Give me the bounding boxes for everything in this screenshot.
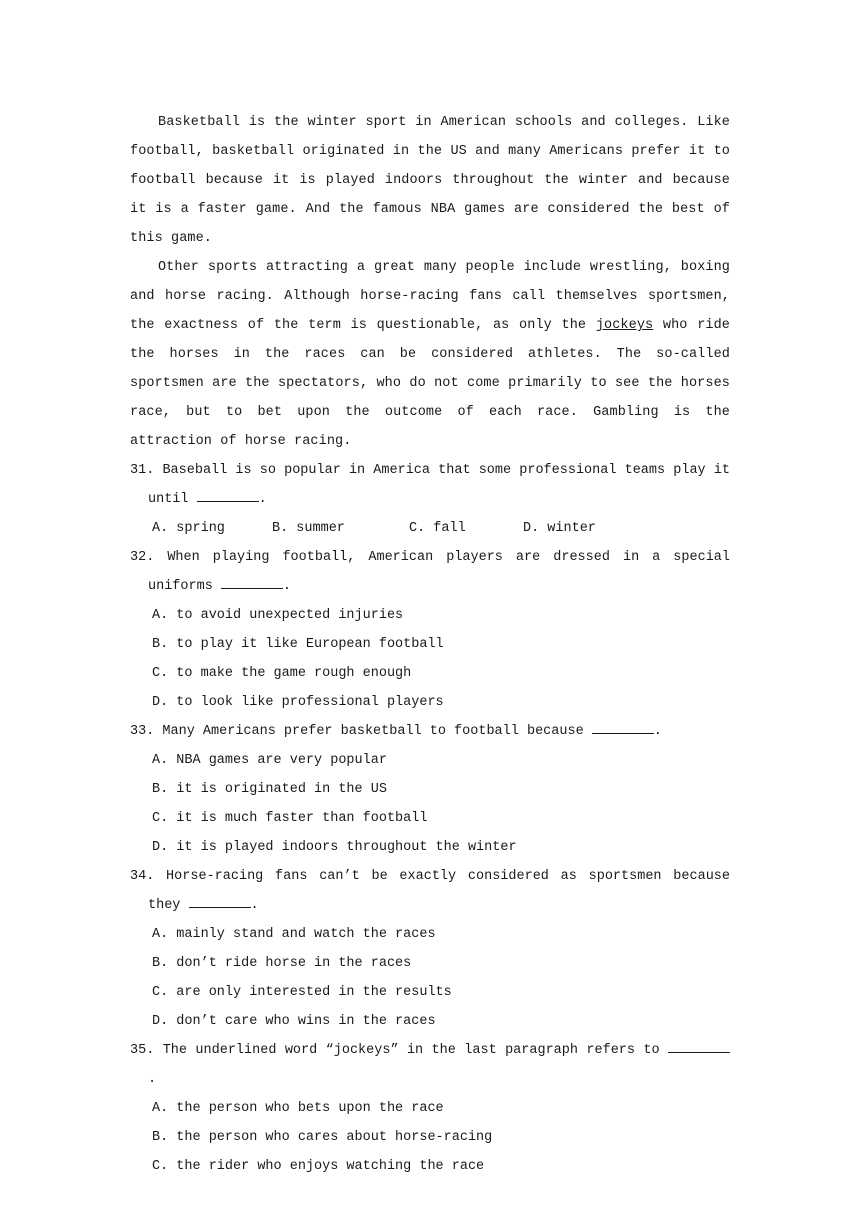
answer-blank bbox=[668, 1038, 730, 1053]
question-34 bbox=[130, 862, 730, 1036]
passage-paragraph-1 bbox=[130, 108, 730, 253]
question-33-stem-end: . bbox=[653, 724, 662, 739]
option-c: C. the rider who enjoys watching the race bbox=[152, 1159, 485, 1174]
option-a: A. mainly stand and watch the races bbox=[152, 927, 436, 942]
option-b: B. to play it like European football bbox=[152, 637, 444, 652]
option-d: D. winter bbox=[523, 521, 596, 536]
option-a: A. spring bbox=[152, 521, 225, 536]
question-31-options bbox=[130, 514, 730, 543]
option-d: D. it is played indoors throughout the winter bbox=[152, 840, 517, 855]
answer-blank bbox=[221, 574, 283, 589]
question-34-stem bbox=[130, 862, 730, 920]
option-a: A. NBA games are very popular bbox=[152, 753, 387, 768]
question-33-stem-text: 33. Many Americans prefer basketball to football because bbox=[130, 724, 592, 739]
passage-paragraph-1-text: Basketball is the winter sport in American schools and colleges. Like football, basketball originated in the US and many Americans prefer it to football because it is played indoors throughout the winter and because it is a faster game. And the famous NBA games are considered the best of this game. bbox=[130, 115, 730, 246]
underlined-word-jockeys: jockeys bbox=[595, 318, 654, 333]
reading-passage-block bbox=[130, 108, 730, 1181]
passage-paragraph-2-text-after: who ride the horses in the races can be considered athletes. The so-called sportsmen are the spectators, who do not come primarily to see the horses race, but to bet upon the outcome of each race. Gambling is the attraction of horse racing. bbox=[130, 318, 730, 449]
option-d: D. to look like professional players bbox=[152, 695, 444, 710]
option-d: D. don’t care who wins in the races bbox=[152, 1014, 436, 1029]
question-34-stem-end: . bbox=[250, 898, 259, 913]
question-35 bbox=[130, 1036, 730, 1181]
question-32-stem-end: . bbox=[282, 579, 292, 594]
option-b: B. don’t ride horse in the races bbox=[152, 956, 412, 971]
question-33-stem bbox=[130, 717, 730, 746]
question-32 bbox=[130, 543, 730, 717]
question-33 bbox=[130, 717, 730, 862]
question-34-stem-text: 34. Horse-racing fans can’t be exactly considered as sportsmen because they bbox=[130, 869, 730, 913]
option-b: B. the person who cares about horse-racing bbox=[152, 1130, 493, 1145]
option-b: B. it is originated in the US bbox=[152, 782, 387, 797]
option-c: C. it is much faster than football bbox=[152, 811, 428, 826]
option-c: C. to make the game rough enough bbox=[152, 666, 412, 681]
passage-paragraph-2 bbox=[130, 253, 730, 456]
answer-blank bbox=[197, 487, 259, 502]
option-c: C. are only interested in the results bbox=[152, 985, 452, 1000]
question-32-stem-text: 32. When playing football, American players are dressed in a special uniforms bbox=[130, 550, 730, 594]
option-a: A. the person who bets upon the race bbox=[152, 1101, 444, 1116]
question-32-stem bbox=[130, 543, 730, 601]
option-a: A. to avoid unexpected injuries bbox=[152, 608, 404, 623]
question-31-stem-text: 31. Baseball is so popular in America that some professional teams play it until bbox=[130, 463, 730, 507]
question-35-stem bbox=[130, 1036, 730, 1094]
question-35-stem-text: 35. The underlined word “jockeys” in the last paragraph refers to bbox=[130, 1043, 668, 1058]
answer-blank bbox=[189, 893, 251, 908]
question-31-stem bbox=[130, 456, 730, 514]
question-31-stem-end: . bbox=[258, 492, 267, 507]
question-31 bbox=[130, 456, 730, 543]
answer-blank bbox=[592, 719, 654, 734]
option-c: C. fall bbox=[409, 521, 466, 536]
option-b: B. summer bbox=[272, 521, 345, 536]
passage-paragraph-2-text-before: Other sports attracting a great many people include wrestling, boxing and horse racing. Although horse-racing fans call themselves sportsmen, the exactness of the term is questionable, as only the bbox=[130, 260, 730, 333]
question-35-stem-end: . bbox=[148, 1072, 157, 1087]
